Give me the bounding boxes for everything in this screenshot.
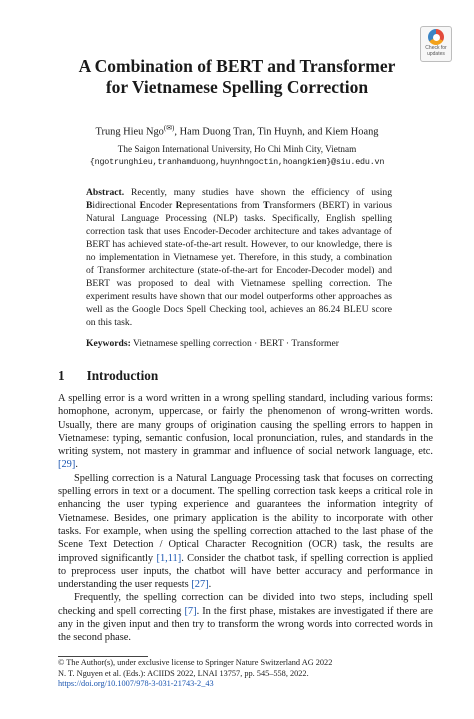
section-number: 1 xyxy=(58,368,65,383)
keywords-label: Keywords: xyxy=(86,338,131,349)
paragraph-2 xyxy=(58,472,433,592)
affiliation-line: The Saigon International University, Ho Chi Minh City, Vietnam xyxy=(117,144,357,154)
copyright-footer xyxy=(58,658,438,690)
crossmark-icon xyxy=(428,29,444,45)
author-emails: {ngotrunghieu,tranhamduong,huynhngoctin,hoangkiem}@siu.edu.vn xyxy=(89,157,385,167)
author-list xyxy=(30,124,444,137)
paragraph-3 xyxy=(58,591,433,644)
citation-link[interactable]: [27] xyxy=(191,579,209,591)
citation-link[interactable]: [7] xyxy=(184,605,197,617)
title-line2: for Vietnamese Spelling Correction xyxy=(105,77,369,97)
affiliation xyxy=(30,143,444,169)
section-heading xyxy=(58,368,158,384)
paragraph-text: . In the first phase, mistakes are investigated if there are any in the given input and then try to transform the wrong words into corrected words in the second phase. xyxy=(58,605,434,644)
other-authors: , Ham Duong Tran, Tin Huynh, and Kiem Hoang xyxy=(174,126,379,138)
abstract-bold-e: E xyxy=(139,200,147,212)
keywords xyxy=(86,338,406,349)
abstract-text: Recently, many studies have shown the efficiency of using xyxy=(124,187,392,198)
paragraph-text: Spelling correction is a Natural Language Processing task that focuses on correcting spelling errors in text or a document. The spelling correction task keeps a critical role in enhancing the user typing experience and guarantees the information integrity of Vietnamese. Besides, one primary application is the ability to incorporate with other tasks. For example, when using the spelling correction attached to the last phase of the Scene Text Detection / Optical Character Recognition (OCR) task, the results are improved significantly xyxy=(58,472,433,564)
copyright-line: © The Author(s), under exclusive license to Springer Nature Switzerland AG 2022 xyxy=(58,658,333,667)
citation-line: N. T. Nguyen et al. (Eds.): ACIIDS 2022, LNAI 13757, pp. 545–558, 2022. xyxy=(58,668,309,678)
abstract-text: ncoder xyxy=(146,200,176,212)
title-line1: A Combination of BERT and Transformer xyxy=(78,56,396,76)
citation-link[interactable]: [1,11] xyxy=(156,552,182,564)
abstract-bold-b: B xyxy=(86,200,93,212)
paragraph-text: . Consider the chatbot task, if spelling correction is applied to preprocess user inputs, the chatbot will have better accuracy and performance in understanding the user requests xyxy=(58,552,433,591)
citation-link[interactable]: [29] xyxy=(58,459,76,471)
paragraph-text: . xyxy=(75,459,78,471)
paragraph-1 xyxy=(58,392,433,472)
paper-title xyxy=(40,56,434,98)
abstract-text: ransformers (BERT) in various Natural Language Processing (NLP) tasks. Specifically, English spelling correction task that uses Encoder-Decoder architecture and takes advantage of BERT has achieved state-of-the-art result. However, to our knowledge, there is no implementation in Vietnamese yet. Therefore, in this study, a combination of Transformer architecture (state-of-the-art for Encoder-Decoder model) and BERT was proposed to deal with Vietnamese spelling correction. The experiment results have shown that our model outperforms other approaches as well as the Google Docs Spell Checking tool, achieves an 86.24 BLEU score on this task. xyxy=(86,200,392,329)
badge-line2: updates xyxy=(427,51,445,57)
abstract-text: epresentations from xyxy=(182,200,264,212)
badge-line1: Check for xyxy=(425,45,447,51)
abstract xyxy=(86,186,392,330)
author-1: Trung Hieu Ngo xyxy=(95,126,164,138)
corresponding-author-mark: (✉) xyxy=(163,124,175,132)
abstract-text: idirectional xyxy=(92,200,140,212)
paragraph-text: A spelling error is a word written in a wrong spelling standard, including various forms: homophone, acronym, uppercase, or fairly the phenomenon of wrong-written words. Usually, there are many groups of origination causing the spelling errors to happen in Vietnamese: typing, semantic confusion, local pronunciation, rules, and standards in the writing system, not mastery in grammar and influence of social network language, etc. xyxy=(58,393,433,458)
footnote-rule xyxy=(58,656,148,657)
paragraph-text: Frequently, the spelling correction can be divided into two steps, including spell checking and spell correcting xyxy=(58,592,433,617)
abstract-bold-r: R xyxy=(175,200,183,212)
abstract-bold-t: T xyxy=(263,200,270,212)
doi-link[interactable]: https://doi.org/10.1007/978-3-031-21743-2_43 xyxy=(58,679,214,689)
section-title: Introduction xyxy=(86,368,159,383)
keywords-text: Vietnamese spelling correction · BERT · Transformer xyxy=(130,338,339,349)
introduction-body xyxy=(58,392,433,645)
paragraph-text: . xyxy=(208,579,212,591)
abstract-label: Abstract. xyxy=(86,187,125,198)
